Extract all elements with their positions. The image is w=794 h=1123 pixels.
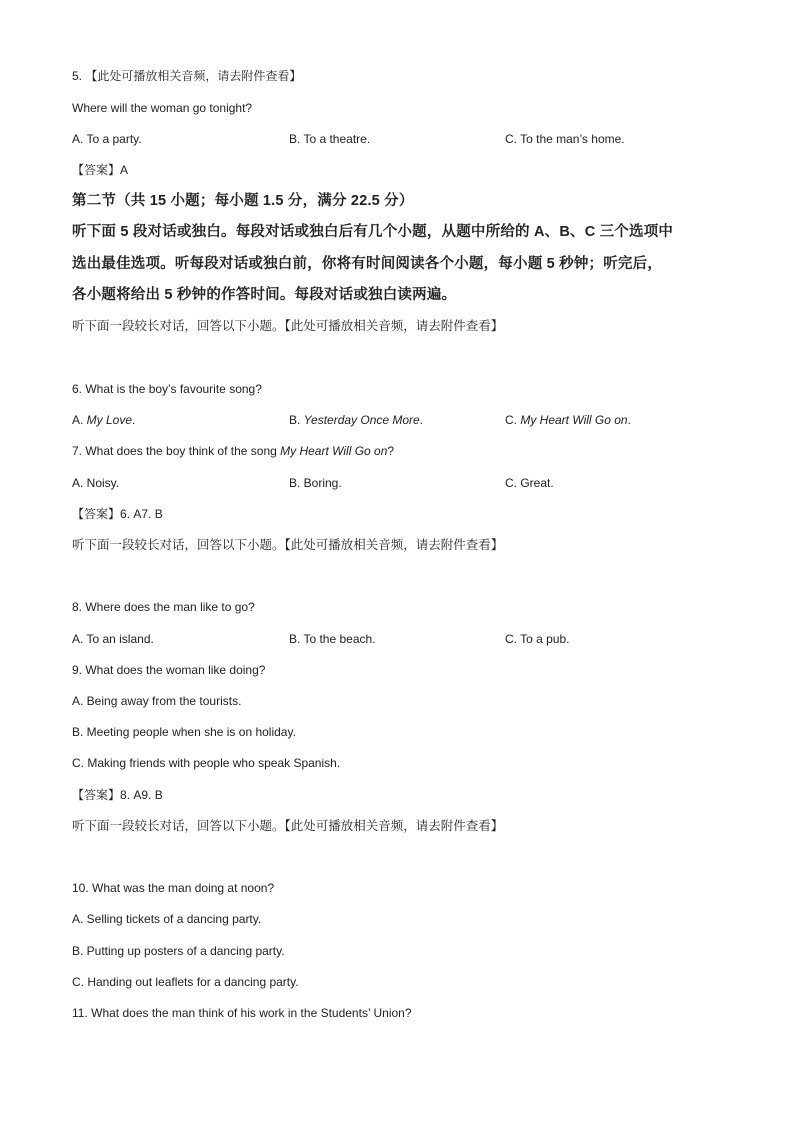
dialog2-intro: 听下面一段较长对话，回答以下小题。【此处可播放相关音频，请去附件查看】	[72, 538, 504, 552]
q8-option-a: A. To an island.	[72, 632, 154, 646]
dialog1-answer	[72, 506, 163, 522]
answer-tag: 【答案】	[72, 788, 121, 802]
answer-tag: 【答案】	[72, 507, 121, 521]
q7-question: 7. What does the boy think of the song My Heart Will Go on?	[72, 444, 395, 458]
q10-question: 10. What was the man doing at noon?	[72, 881, 275, 895]
q6-question: 6. What is the boy’s favourite song?	[72, 382, 262, 396]
q6-option-b: B. Yesterday Once More.	[289, 413, 424, 427]
answer-value: 8. A9. B	[120, 788, 163, 802]
q5-option-a: A. To a party.	[72, 132, 142, 146]
section2-instruction-1: 听下面 5 段对话或独白。每段对话或独白后有几个小题，从题中所给的 A、B、C 三个选项中	[72, 224, 674, 240]
dialog3-intro: 听下面一段较长对话，回答以下小题。【此处可播放相关音频，请去附件查看】	[72, 819, 504, 833]
answer-value: A	[120, 163, 129, 177]
q8-option-b: B. To the beach.	[289, 632, 376, 646]
q7-option-c: C. Great.	[505, 476, 554, 490]
dialog2-answer	[72, 787, 163, 803]
q5-option-c: C. To the man’s home.	[505, 132, 625, 146]
q11-question: 11. What does the man think of his work in the Students’ Union?	[72, 1006, 412, 1020]
q7-option-a: A. Noisy.	[72, 476, 120, 490]
q8-question: 8. Where does the man like to go?	[72, 600, 255, 614]
q5-question: Where will the woman go tonight?	[72, 101, 253, 115]
q10-option-a: A. Selling tickets of a dancing party.	[72, 912, 262, 926]
dialog1-intro: 听下面一段较长对话，回答以下小题。【此处可播放相关音频，请去附件查看】	[72, 319, 504, 333]
q6-option-a: A. My Love.	[72, 413, 136, 427]
q9-option-a: A. Being away from the tourists.	[72, 694, 242, 708]
q9-option-c: C. Making friends with people who speak Spanish.	[72, 756, 341, 770]
q7-option-b: B. Boring.	[289, 476, 342, 490]
q6-option-c: C. My Heart Will Go on.	[505, 413, 631, 427]
section2-instruction-3: 各小题将给出 5 秒钟的作答时间。每段对话或独白读两遍。	[72, 287, 457, 303]
q5-answer	[72, 162, 128, 178]
q10-option-c: C. Handing out leaflets for a dancing party.	[72, 975, 299, 989]
q8-option-c: C. To a pub.	[505, 632, 570, 646]
q5-option-b: B. To a theatre.	[289, 132, 371, 146]
answer-value: 6. A7. B	[120, 507, 163, 521]
section2-heading: 第二节（共 15 小题；每小题 1.5 分，满分 22.5 分）	[72, 193, 414, 209]
answer-tag: 【答案】	[72, 163, 121, 177]
q10-option-b: B. Putting up posters of a dancing party.	[72, 944, 285, 958]
q9-question: 9. What does the woman like doing?	[72, 663, 266, 677]
section2-instruction-2: 选出最佳选项。听每段对话或独白前，你将有时间阅读各个小题，每小题 5 秒钟；听完后，	[72, 256, 663, 272]
q5-prompt: 5. 【此处可播放相关音频，请去附件查看】	[72, 69, 302, 83]
q9-option-b: B. Meeting people when she is on holiday.	[72, 725, 296, 739]
